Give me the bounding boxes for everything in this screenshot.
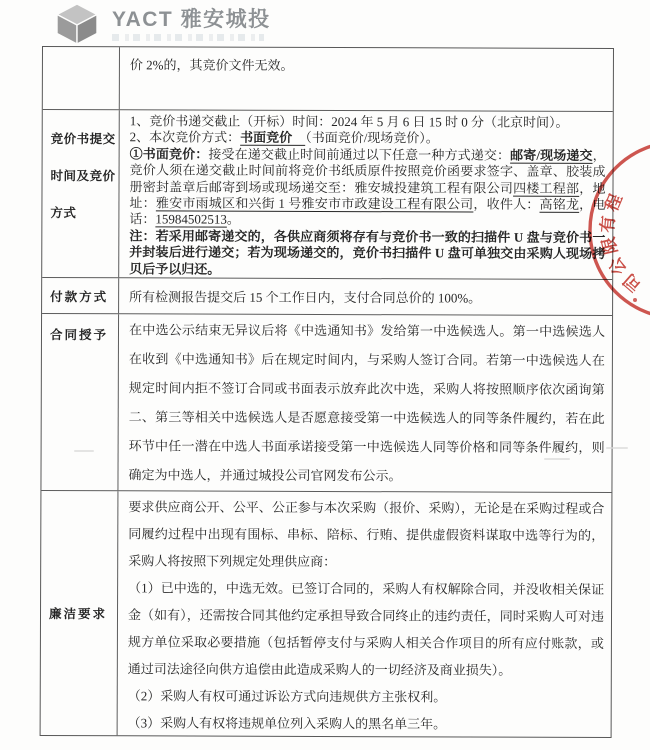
row-label-integrity bbox=[41, 491, 118, 735]
table-row-integrity bbox=[41, 490, 612, 737]
row-content-integrity bbox=[117, 491, 612, 737]
paragraph bbox=[130, 113, 606, 131]
row-content-continuation bbox=[119, 47, 613, 111]
text-segment: 1、竞价书递交截止（开标）时间：2024 年 5 月 6 日 15 时 0 分（北京时间）。 bbox=[129, 113, 569, 130]
row-label-line: 方式 bbox=[50, 206, 77, 221]
text-segment: （书面竞价/现场竞价）。 bbox=[305, 130, 439, 146]
text-segment: ，竞价人须在递交截止时间前将竞价书纸质原件按照竞价函要求签字、盖章、胶装成册密封盖章后邮寄到场或现场递交至：雅安城投建筑工程有限公司 bbox=[129, 147, 606, 196]
seal-character: 限 bbox=[598, 235, 621, 257]
text-segment: 雅安市雨城区和兴街 1 号雅安市市政建设工程有限公司 bbox=[155, 195, 474, 212]
brand-name: YACT 雅安城投 bbox=[112, 8, 271, 31]
text-segment: ①书面竞价： bbox=[129, 146, 209, 162]
paragraph bbox=[128, 315, 605, 491]
row-label-continuation bbox=[43, 47, 119, 109]
row-content-payment bbox=[118, 278, 612, 315]
paragraph bbox=[129, 286, 481, 306]
paragraph bbox=[130, 130, 606, 148]
text-segment: 四楼工程部 bbox=[513, 180, 580, 196]
scan-smudge bbox=[606, 447, 628, 449]
table-row-submission bbox=[42, 109, 613, 279]
text-segment: 注：若采用邮寄递交的，各供应商须将存有与竞价书一致的扫描件 U 盘与竞价书一并封装后进行递交；若为现场递交的，竞价书扫描件 U 盘可单独交由采购人现场拷贝后予以归还。 bbox=[129, 228, 606, 277]
text-segment: ，地址： bbox=[129, 180, 606, 211]
seal-character: 司 bbox=[619, 270, 645, 296]
seal-character: 程 bbox=[601, 191, 626, 215]
text-segment: （1）已中选的，中选无效。已签订合同的，采购人有权解除合同，并没收相关保证金（如有），还需按合同其他约定承担导致合同终止的违约责任，同时采购人可对违规方单位采取必要措施（包括暂停支付与采购人相关合作项目的所有应付账款，或通过司法途径向供方追偿由此造成采购人的一切经济及商业损失）。 bbox=[127, 580, 605, 678]
table-row-continuation bbox=[43, 47, 613, 111]
text-segment: （3）采购人有权将违规单位列入采购人的黑名单三年。 bbox=[127, 715, 447, 732]
text-segment: 2、本次竞价方式： bbox=[129, 129, 241, 146]
scan-smudge bbox=[544, 458, 570, 460]
scan-smudge bbox=[74, 450, 94, 452]
row-label-line: 竞价书提交 bbox=[50, 132, 116, 147]
paragraph bbox=[130, 56, 606, 75]
text-segment: 所有检测报告提交后 15 个工作日内，支付合同总价的 100%。 bbox=[129, 289, 482, 306]
row-label-submission bbox=[42, 110, 119, 277]
text-segment: 15984502513 bbox=[155, 211, 227, 228]
text-segment: 书面竞价 bbox=[240, 130, 306, 146]
table-row-payment bbox=[42, 277, 612, 315]
paragraph bbox=[129, 228, 605, 279]
paragraph bbox=[129, 146, 605, 230]
row-label-line: 廉洁要求 bbox=[48, 607, 108, 622]
row-label-payment bbox=[42, 278, 118, 313]
row-content-submission bbox=[118, 110, 613, 279]
row-content-award bbox=[117, 314, 612, 492]
paragraph bbox=[128, 493, 604, 576]
text-segment: 高铭龙 bbox=[539, 196, 580, 212]
text-segment: 。 bbox=[226, 212, 240, 228]
paragraph bbox=[128, 574, 604, 684]
paragraph bbox=[128, 709, 604, 737]
text-segment: 在中选公示结束无异议后将《中选通知书》发给第一中选候选人。第一中选候选人在收到《中选通知书》后在规定时间内，与采购人签订合同。若第一中选候选人在规定时间内拒不签订合同或书面表示放弃此次中选，采购人将按照顺序依次函询第二、第三等相关中选候选人是否愿意接受第一中选候选人的同等条件履约，若在此环节中任一潜在中选人书面承诺接受第一中选候选人同等价格和同等条件履约，则确定为中选人，并通过城投公司官网发布公示。 bbox=[128, 322, 606, 484]
row-label-award bbox=[41, 314, 118, 490]
cube-logo-icon bbox=[54, 3, 100, 44]
paragraph bbox=[128, 682, 604, 711]
text-segment: 邮寄/现场递交 bbox=[510, 147, 593, 163]
row-label-line: 时间及竞价 bbox=[50, 169, 116, 184]
doc-table bbox=[40, 46, 614, 738]
text-segment: 接受在递交截止时间前通过以下任意一种方式递交： bbox=[208, 146, 511, 163]
seal-dot bbox=[633, 298, 637, 302]
row-label-line: 付款方式 bbox=[50, 289, 109, 304]
text-segment: 要求供应商公开、公平、公正参与本次采购（报价、采购），无论是在采购过程或合同履约过程中出现有围标、串标、陪标、行贿、提供虚假资料谋取中选等行为的，采购人将按照下列规定处理供应商： bbox=[128, 499, 605, 570]
page-header bbox=[54, 3, 271, 45]
seal-character: 有 bbox=[598, 214, 619, 234]
text-segment: ，收件人： bbox=[473, 196, 540, 212]
text-segment: （2）采购人有权可通过诉讼方式向违规供方主张权利。 bbox=[127, 688, 447, 705]
brand-block bbox=[112, 3, 271, 41]
table-row-award bbox=[41, 313, 612, 492]
text-segment: ，电话： bbox=[129, 196, 606, 227]
row-label-line: 合同授予 bbox=[49, 328, 109, 343]
text-segment: 价 2%的，其竞价文件无效。 bbox=[129, 57, 294, 73]
brand-subtitle-faint-text bbox=[112, 34, 264, 41]
seal-character: 公 bbox=[605, 253, 631, 279]
